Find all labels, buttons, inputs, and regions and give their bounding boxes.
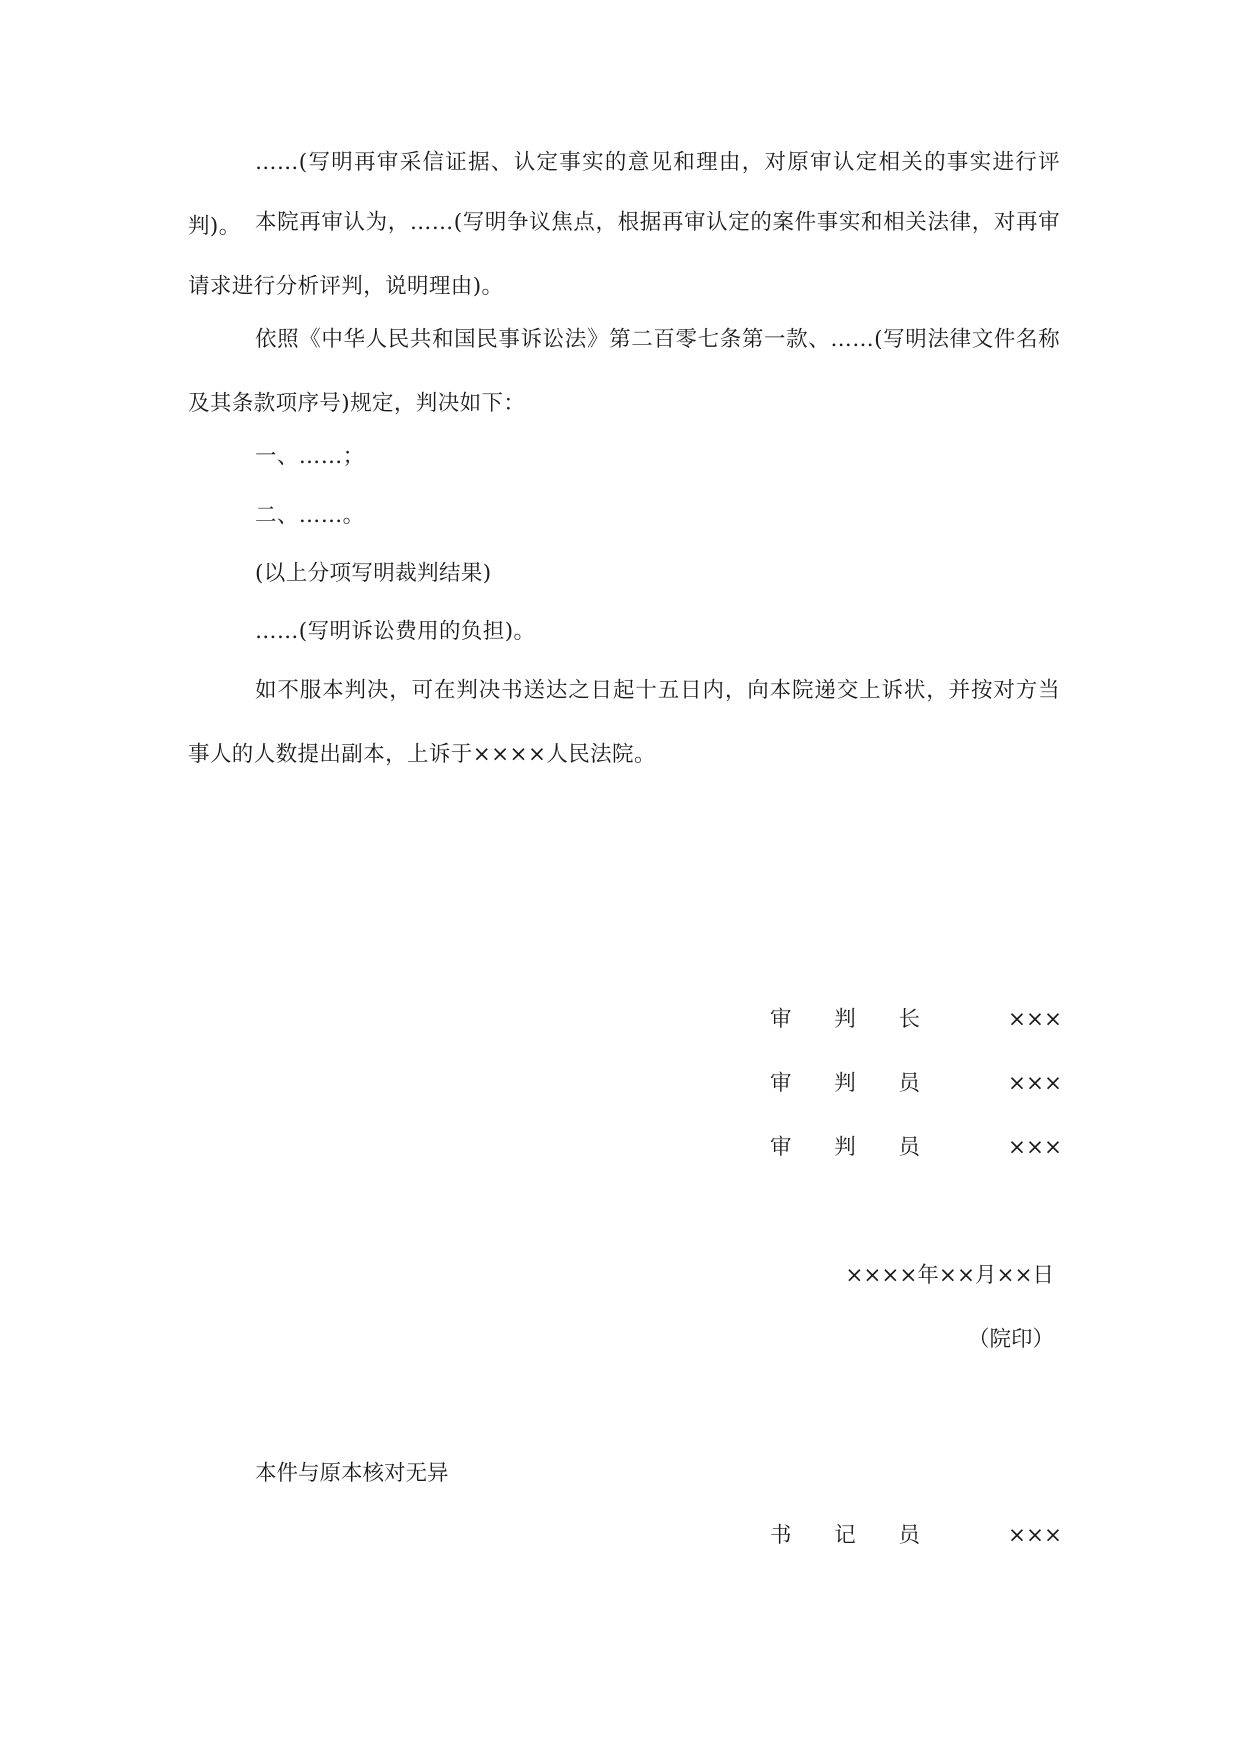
paragraph-judgment-note: (以上分项写明裁判结果)	[255, 561, 492, 586]
paragraph-judgment-item-1: 一、……；	[255, 444, 365, 469]
paragraph-judgment-item-2: 二、……。	[255, 503, 365, 528]
signature-judge-2	[770, 1133, 1062, 1163]
paragraph-retrial-opinion: 本院再审认为，……(写明争议焦点，根据再审认定的案件事实和相关法律，对再审请求进行分析评判，说明理由)。	[188, 210, 1060, 299]
paragraph-appeal-notice: 如不服本判决，可在判决书送达之日起十五日内，向本院递交上诉状，并按对方当事人的人数提出副本，上诉于××××人民法院。	[188, 678, 1060, 767]
paragraph-legal-basis: 依照《中华人民共和国民事诉讼法》第二百零七条第一款、……(写明法律文件名称及其条款项序号)规定，判决如下：	[188, 327, 1060, 416]
signature-name: ×××	[1007, 1007, 1062, 1032]
signature-role: 审 判 员	[770, 1071, 920, 1096]
signature-name: ×××	[1007, 1071, 1062, 1096]
signature-role: 审 判 长	[770, 1007, 920, 1032]
signature-judge-1	[770, 1069, 1062, 1099]
verification-statement: 本件与原本核对无异	[255, 1461, 449, 1486]
judgment-date: ××××年××月××日	[845, 1263, 1054, 1288]
paragraph-litigation-costs: ……(写明诉讼费用的负担)。	[255, 619, 536, 644]
signature-clerk	[770, 1521, 1062, 1551]
signature-name: ×××	[1007, 1135, 1062, 1160]
signature-name: ×××	[1007, 1523, 1062, 1548]
signature-presiding-judge	[770, 1005, 1062, 1035]
signature-role: 审 判 员	[770, 1135, 920, 1160]
court-seal: （院印）	[967, 1327, 1054, 1352]
paragraph-evidence-review: ……(写明再审采信证据、认定事实的意见和理由，对原审认定相关的事实进行评判)。	[188, 150, 1060, 239]
signature-role: 书 记 员	[770, 1523, 920, 1548]
